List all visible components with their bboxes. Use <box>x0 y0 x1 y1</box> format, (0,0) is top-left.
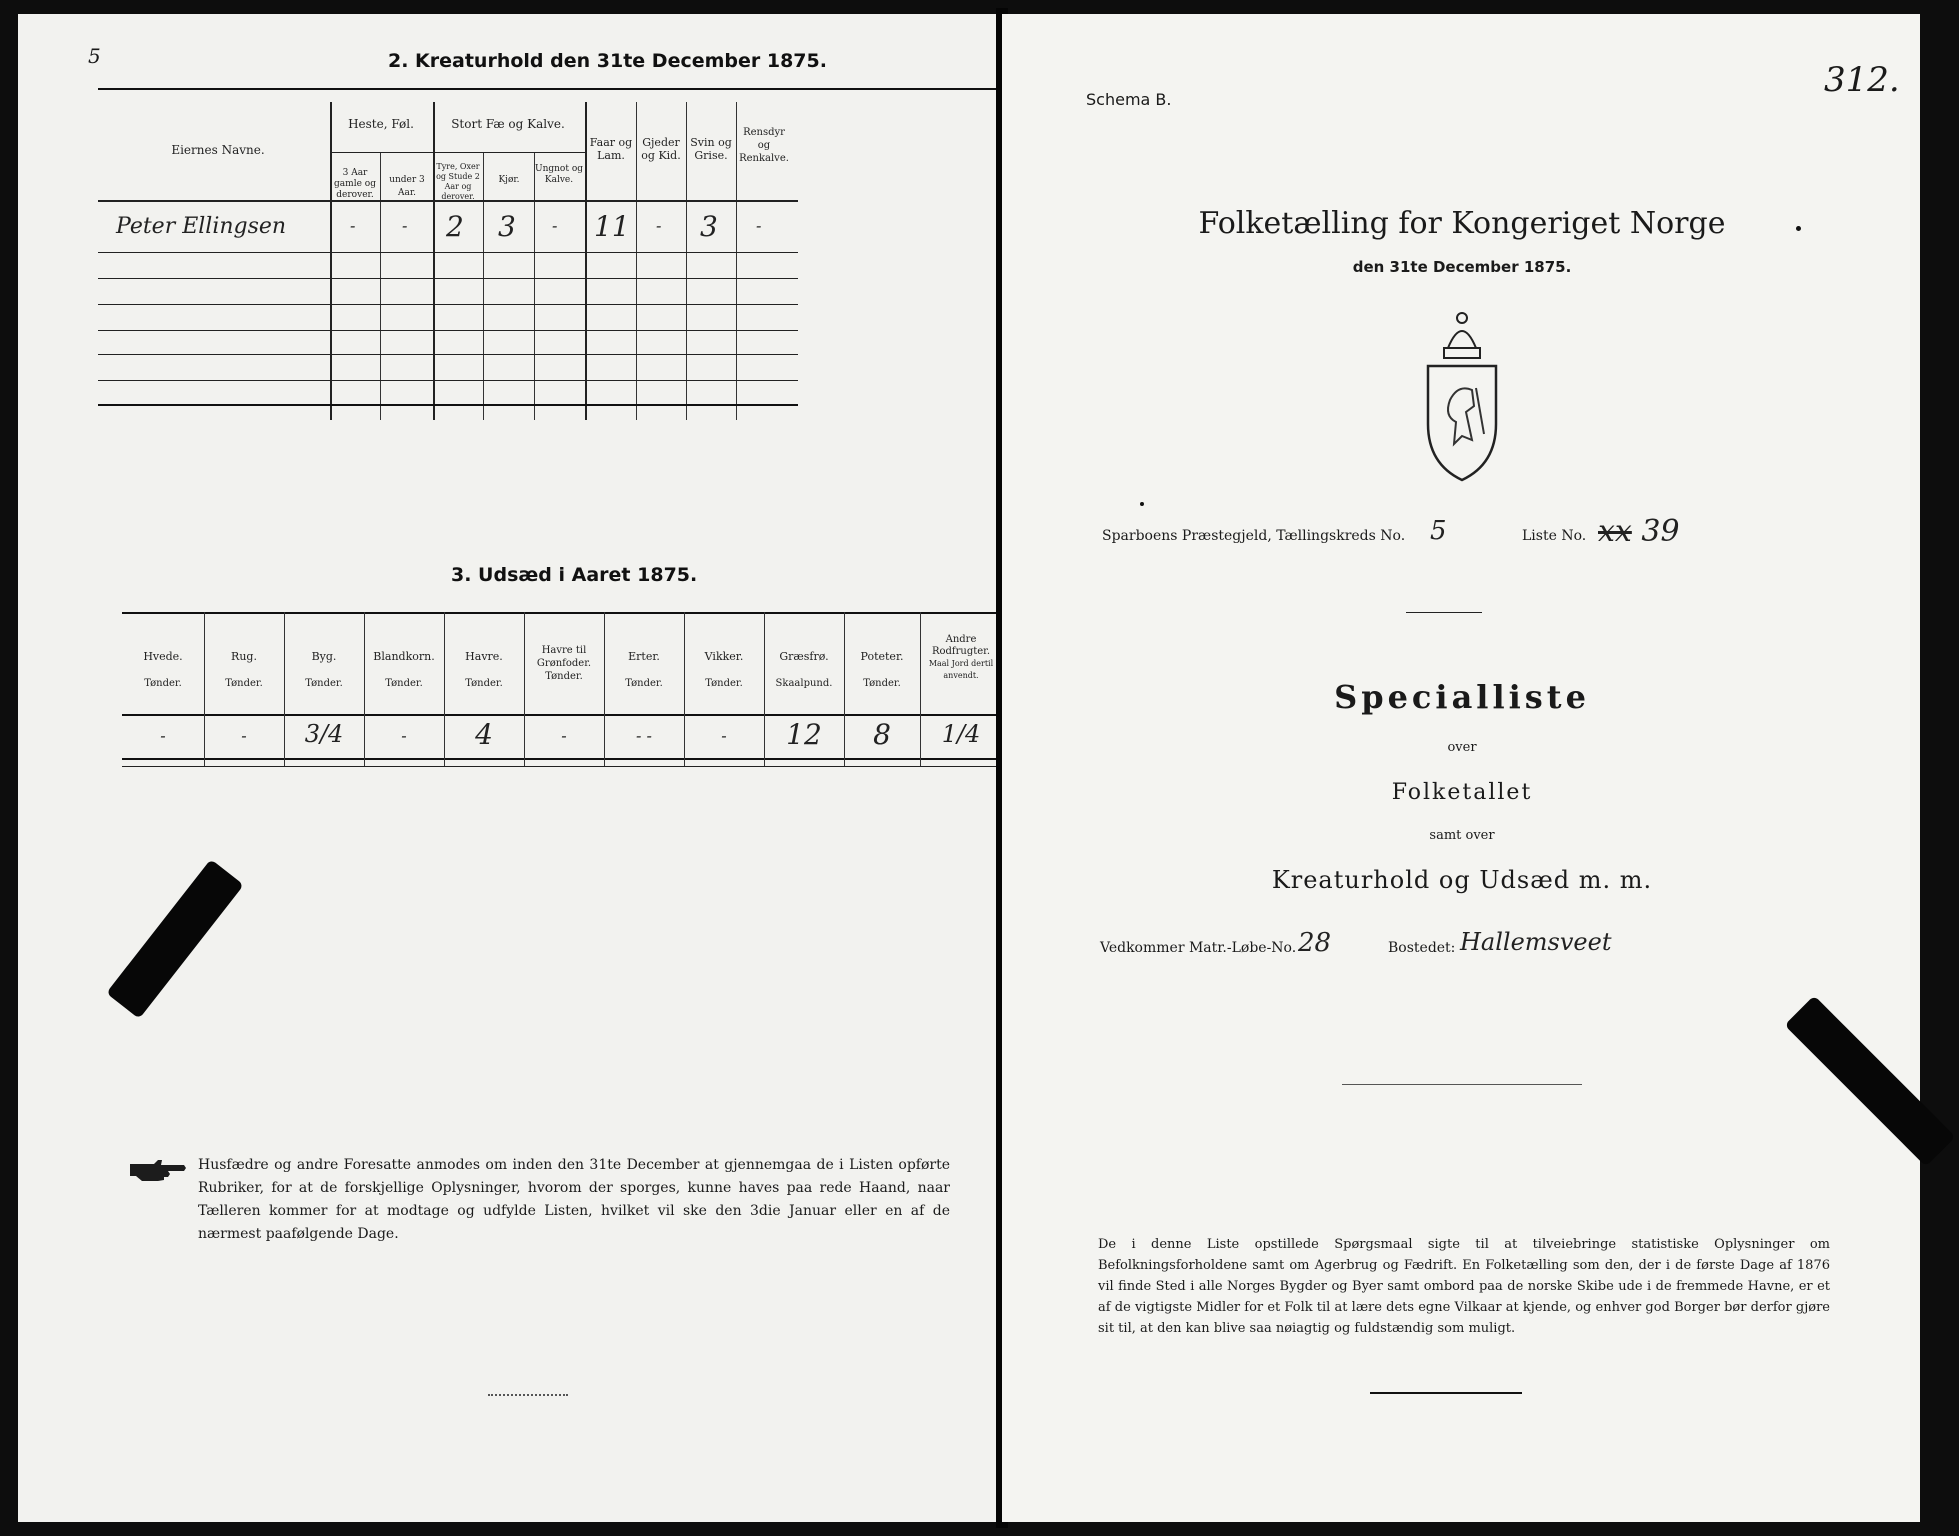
udsaed-header: Hvede. Tønder. <box>143 650 183 689</box>
stort-b-header: Kjør. <box>498 175 520 185</box>
section2-title: 2. Kreaturhold den 31te December 1875. <box>388 50 827 72</box>
udsaed-header: Vikker. Tønder. <box>704 650 744 689</box>
udsaed-header: Rug. Tønder. <box>225 650 263 689</box>
udsaed-header: Poteter. Tønder. <box>860 650 904 689</box>
udsaed-value: - <box>721 726 727 745</box>
heste-b-header: under 3 Aar. <box>389 175 425 198</box>
udsaed-header: Græsfrø. Skaalpund. <box>775 650 833 689</box>
heste-header: Heste, Føl. <box>348 117 414 131</box>
page-number: 312. <box>1824 60 1900 100</box>
udsaed-header: Havre til Grønfoder. Tønder. <box>536 645 592 682</box>
dot-mark <box>1140 502 1144 506</box>
rensdyr-value: - <box>756 216 762 235</box>
stort-header: Stort Fæ og Kalve. <box>451 117 565 131</box>
udsaed-value: 4 <box>475 718 493 751</box>
kreaturhold-title: Kreaturhold og Udsæd m. m. <box>1271 866 1653 894</box>
stort-a-header: Tyre, Oxer og Stude 2 Aar og derover. <box>436 162 480 201</box>
folketallet-title: Folketallet <box>1391 780 1533 805</box>
district-line <box>1102 528 1405 544</box>
udsaed-value: 8 <box>873 718 891 751</box>
svin-value: 3 <box>700 210 718 243</box>
faar-value: 11 <box>594 210 630 243</box>
right-page <box>1002 14 1920 1522</box>
owner-header: Eiernes Navne. <box>171 143 265 157</box>
left-page <box>18 14 1013 1522</box>
svin-header: Svin og Grise. <box>690 136 732 162</box>
bosted-label: Bostedet: <box>1388 940 1456 956</box>
udsaed-header: Byg. Tønder. <box>305 650 343 689</box>
district-number: 5 <box>1430 516 1447 546</box>
section3-title: 3. Udsæd i Aaret 1875. <box>451 564 698 586</box>
rensdyr-header: Rensdyr og Renkalve. <box>739 127 789 164</box>
udsaed-header: Andre Rodfrugter. Maal Jord dertil anvendt. <box>928 634 994 680</box>
dot-mark <box>1796 226 1801 231</box>
liste-label: Liste No. <box>1522 528 1587 544</box>
footer-text: De i denne Liste opstillede Spørgsmaal sigte til at tilveiebringe statistiske Oplysninger om Befolkningsforholdene samt om Agerbrug og Fædrift. En Folketælling som den, der i de første Dage af 1876 vil finde Sted i alle Norges Bygder og Byer samt ombord paa de norske Skibe ude i de fremmede Havne, er et af de vigtigste Midler for et Folk til at lære dets egne Vilkaar at kjende, og enhver god Borger bør derfor gjøre sit til, at den kan blive saa nøiagtig og fuldstændig som muligt. <box>1098 1237 1830 1336</box>
udsaed-value: 1/4 <box>941 720 981 748</box>
udsaed-header: Blandkorn. Tønder. <box>373 650 435 689</box>
liste-number-value: 39 <box>1641 514 1680 549</box>
udsaed-header: Havre. Tønder. <box>465 650 503 689</box>
stort-b-value: 3 <box>498 210 516 243</box>
samt-over-label: samt over <box>1429 828 1495 843</box>
matr-label: Vedkommer Matr.-Løbe-No. <box>1100 940 1297 956</box>
liste-number: xx 39 <box>1598 514 1680 549</box>
udsaed-value: - <box>561 726 567 745</box>
heste-b-value: - <box>402 216 408 235</box>
main-title: Folketælling for Kongeriget Norge <box>1198 206 1726 241</box>
udsaed-header: Erter. Tønder. <box>625 650 663 689</box>
udsaed-value: - - <box>636 726 652 745</box>
matr-number: 28 <box>1298 928 1332 958</box>
udsaed-value: - <box>401 726 407 745</box>
district-prefix: Sparboens Præstegjeld, Tællingskreds No. <box>1102 528 1406 544</box>
udsaed-value: - <box>160 726 166 745</box>
coat-of-arms-icon <box>1414 304 1510 484</box>
stort-c-value: - <box>552 216 558 235</box>
over-label: over <box>1447 740 1477 755</box>
owner-name: Peter Ellingsen <box>116 214 287 239</box>
gjeder-header: Gjeder og Kid. <box>641 136 681 162</box>
pointing-hand-icon <box>128 1156 188 1184</box>
faar-header: Faar og Lam. <box>589 136 633 162</box>
heste-a-header: 3 Aar gamle og derover. <box>334 168 376 200</box>
specialliste-title: Specialliste <box>1334 678 1590 716</box>
schema-label: Schema B. <box>1086 90 1172 109</box>
notice-text: Husfædre og andre Foresatte anmodes om inden den 31te December at gjennemgaa de i Listen opførte Rubriker, for at de forskjellige Oplysninger, hvorom der sporges, kunne haves paa rede Haand, naar Tælleren kommer for at modtage og udfylde Listen, hvilket vil ske den 3die Januar eller en af de nærmest paafølgende Dage. <box>198 1157 950 1242</box>
udsaed-value: 3/4 <box>304 720 344 748</box>
heste-a-value: - <box>350 216 356 235</box>
stort-c-header: Ungnot og Kalve. <box>534 164 583 185</box>
bosted-value: Hallemsveet <box>1460 928 1612 956</box>
udsaed-value: - <box>241 726 247 745</box>
udsaed-value: 12 <box>786 718 822 751</box>
gjeder-value: - <box>656 216 662 235</box>
date-line: den 31te December 1875. <box>1352 258 1572 276</box>
stort-a-value: 2 <box>446 210 464 243</box>
corner-mark: 5 <box>88 44 101 68</box>
